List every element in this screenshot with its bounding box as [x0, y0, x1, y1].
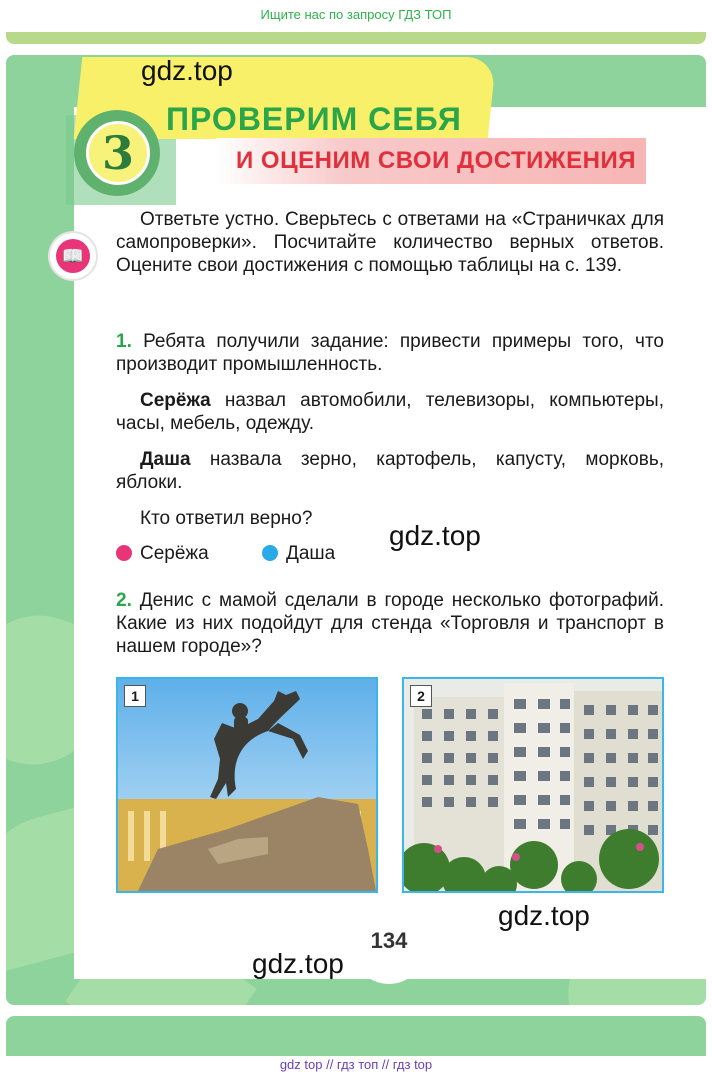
- task1-body: Ребята получили задание: привести примеры того, что производит промышленность.: [116, 331, 665, 375]
- task1-text: [116, 330, 664, 376]
- option-dasha[interactable]: [262, 543, 335, 565]
- option-seryozha[interactable]: [116, 543, 209, 565]
- task1-number: 1.: [116, 331, 132, 352]
- dasha-answer: назвала зерно, картофель, капусту, морковь, яблоки.: [116, 449, 664, 493]
- option-blue-dot: [262, 545, 278, 561]
- self-check-badge: [50, 233, 96, 279]
- option-pink-dot: [116, 545, 132, 561]
- watermark: gdz.top: [252, 948, 344, 979]
- watermark: gdz.top: [141, 55, 233, 86]
- watermark: gdz.top: [389, 520, 481, 551]
- photo-label-2: 2: [410, 685, 432, 707]
- top-page-strip: [6, 32, 706, 44]
- answer-dasha: [116, 448, 664, 494]
- answer-seryozha: [116, 389, 664, 435]
- top-banner-text[interactable]: Ищите нас по запросу ГДЗ ТОП: [260, 7, 452, 22]
- page-number: 134: [352, 910, 426, 984]
- watermark: gdz.top: [498, 900, 590, 931]
- photo-apartment-building[interactable]: [402, 677, 664, 893]
- lesson-number: 3: [86, 121, 150, 185]
- seryozha-answer: назвал автомобили, телевизоры, компьютеры, часы, мебель, одежду.: [116, 390, 664, 434]
- seryozha-name: Серёжа: [140, 390, 211, 411]
- photo-monument[interactable]: [116, 677, 378, 893]
- intro-text: Ответьте устно. Сверьтесь с ответами на «Страничках для самопроверки». Посчитайте количество верных ответов. Оцените свои достижения с помощью таблицы на с. 139.: [116, 209, 664, 276]
- option-seryozha-label: Серёжа: [140, 543, 209, 564]
- title-line-2: И ОЦЕНИМ СВОИ ДОСТИЖЕНИЯ: [236, 147, 636, 174]
- top-banner[interactable]: [0, 0, 712, 32]
- book-icon: 📖: [56, 239, 90, 273]
- title-line-1: ПРОВЕРИМ СЕБЯ: [166, 101, 462, 137]
- building-image: [404, 679, 662, 891]
- footer-links[interactable]: gdz top // гдз топ // гдз top: [279, 1057, 433, 1072]
- task1-question: Кто ответил верно?: [140, 508, 313, 529]
- photo-label-1: 1: [124, 685, 146, 707]
- dasha-name: Даша: [140, 449, 191, 470]
- task2-number: 2.: [116, 590, 132, 611]
- monument-image: [118, 679, 376, 891]
- next-page-preview: [6, 1016, 706, 1056]
- task2-body: Денис с мамой сделали в городе несколько фотографий. Какие из них подойдут для стенда «Торговля и транспорт в нашем городе»?: [116, 590, 664, 657]
- task2-text: [116, 589, 664, 658]
- textbook-page: [6, 55, 706, 1005]
- option-dasha-label: Даша: [286, 543, 336, 564]
